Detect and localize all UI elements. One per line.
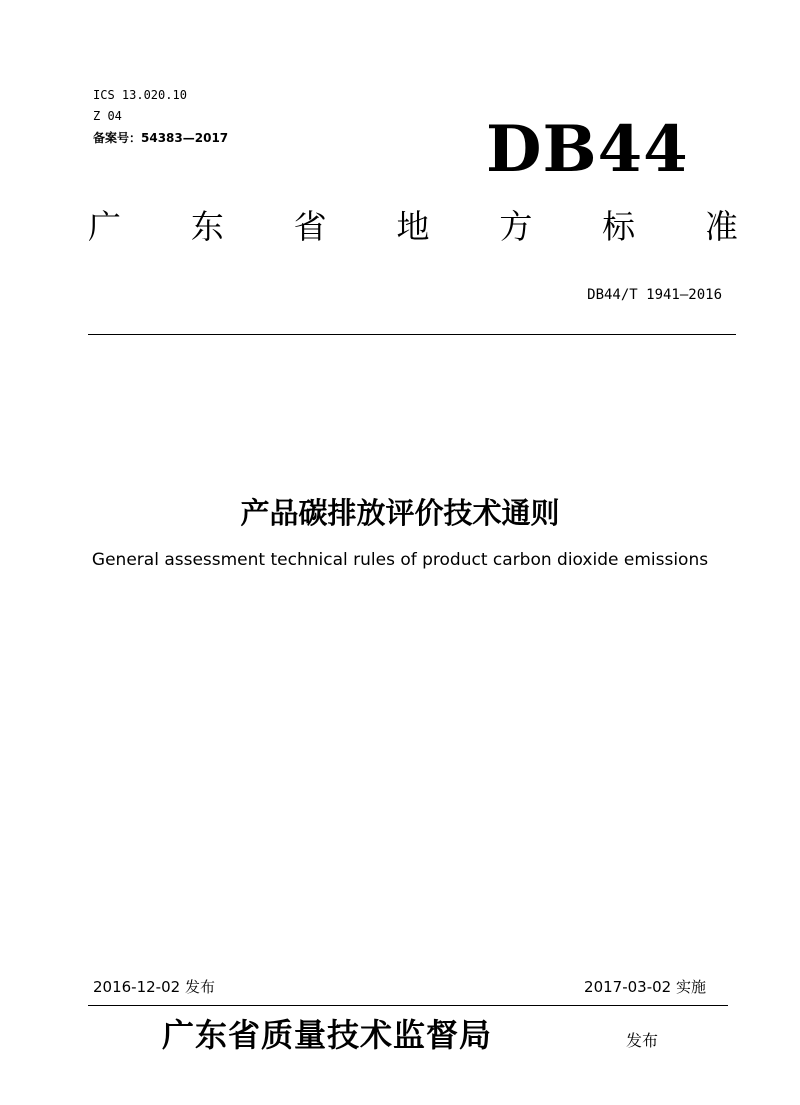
db44-logo: DB44 (486, 112, 689, 187)
heading-char: 标 (602, 207, 636, 246)
top-divider (88, 334, 736, 335)
heading-char: 方 (499, 207, 533, 246)
issuer-suffix: 发布 (626, 1031, 659, 1050)
standard-type-heading (88, 207, 738, 246)
heading-char: 广 (88, 207, 121, 246)
release-date: 2016-12-02 发布 (93, 978, 215, 996)
document-title: 产品碳排放评价技术通则 (240, 496, 560, 530)
standard-number: DB44/T 1941—2016 (587, 287, 722, 303)
implementation-date: 2017-03-02 实施 (584, 978, 706, 996)
heading-char: 东 (190, 207, 224, 246)
issuing-authority: 广东省质量技术监督局 (162, 1016, 493, 1054)
document-subtitle-en: General assessment technical rules of product carbon dioxide emissions (91, 550, 709, 570)
heading-char: 省 (293, 207, 327, 246)
classification-code: Z 04 (93, 109, 122, 123)
bottom-divider (88, 1005, 728, 1006)
filing-number: 备案号：54383—2017 (93, 131, 229, 145)
ics-code: ICS 13.020.10 (93, 88, 187, 102)
heading-char: 准 (704, 207, 738, 246)
heading-char: 地 (396, 207, 430, 246)
